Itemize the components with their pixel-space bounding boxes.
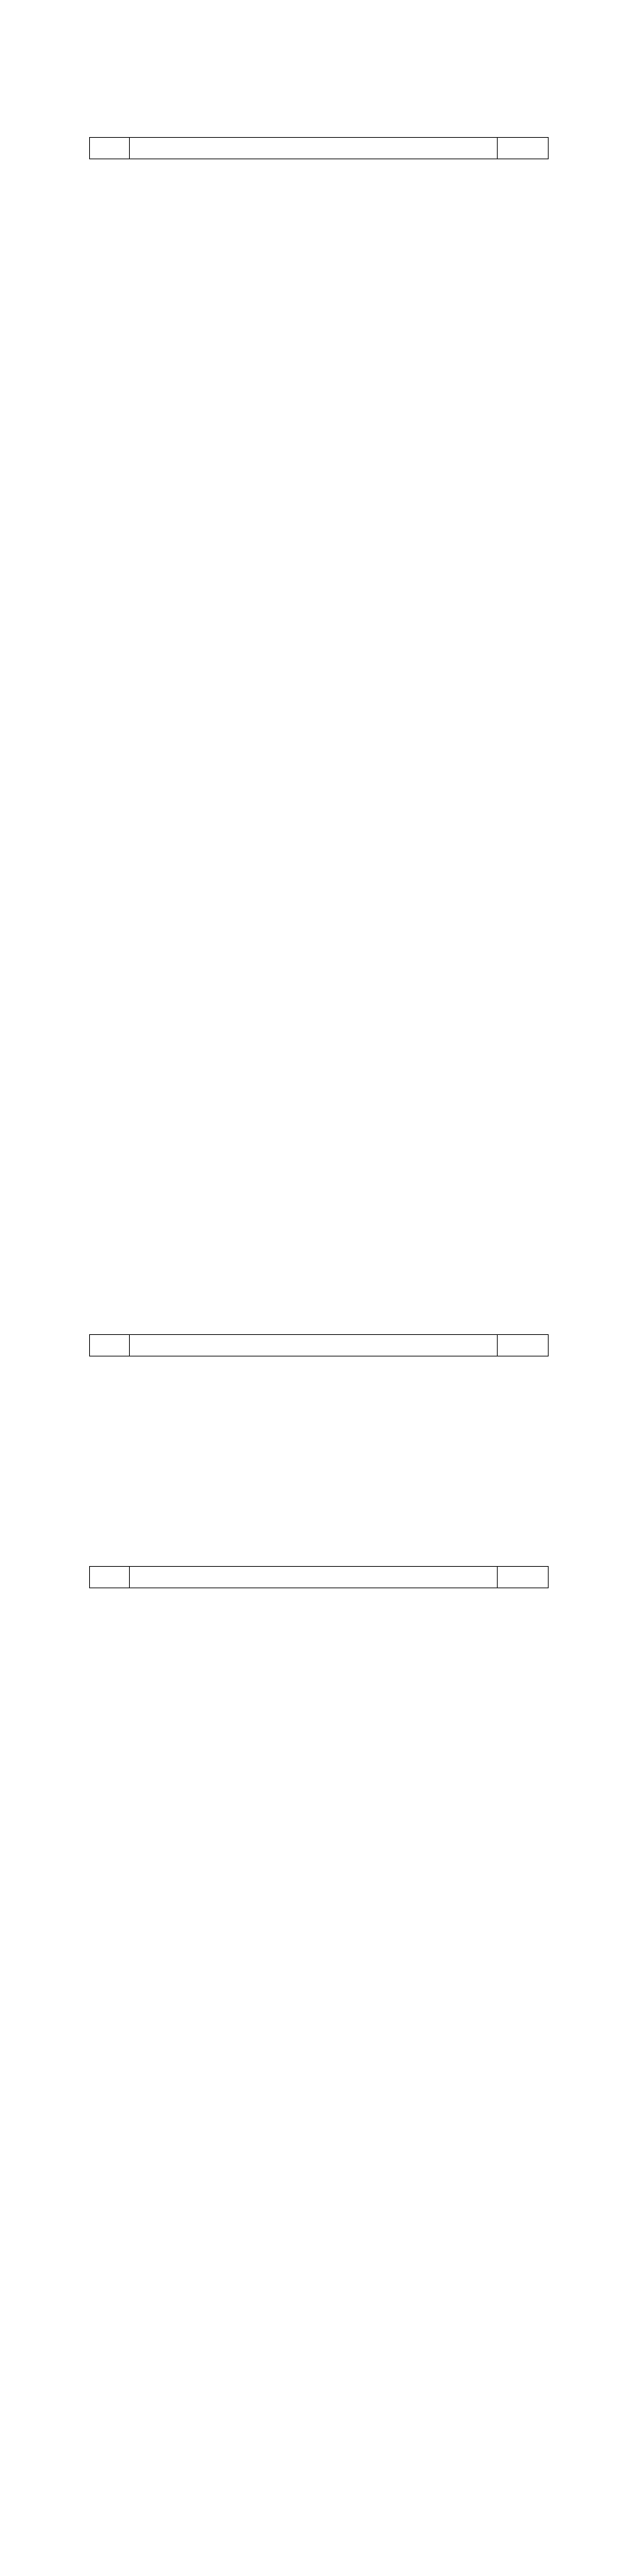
plan-table-3 [89, 1566, 549, 1588]
table-header [90, 1335, 549, 1357]
table-header [90, 1567, 549, 1588]
header-code [90, 1335, 130, 1357]
header-name [130, 138, 498, 159]
header-count [498, 138, 549, 159]
header-code [90, 138, 130, 159]
header-count [498, 1335, 549, 1357]
header-count [498, 1567, 549, 1588]
plan-table-2 [89, 1334, 549, 1357]
table-header [90, 138, 549, 159]
header-name [130, 1335, 498, 1357]
header-name [130, 1567, 498, 1588]
plan-table-1 [89, 137, 549, 159]
header-code [90, 1567, 130, 1588]
